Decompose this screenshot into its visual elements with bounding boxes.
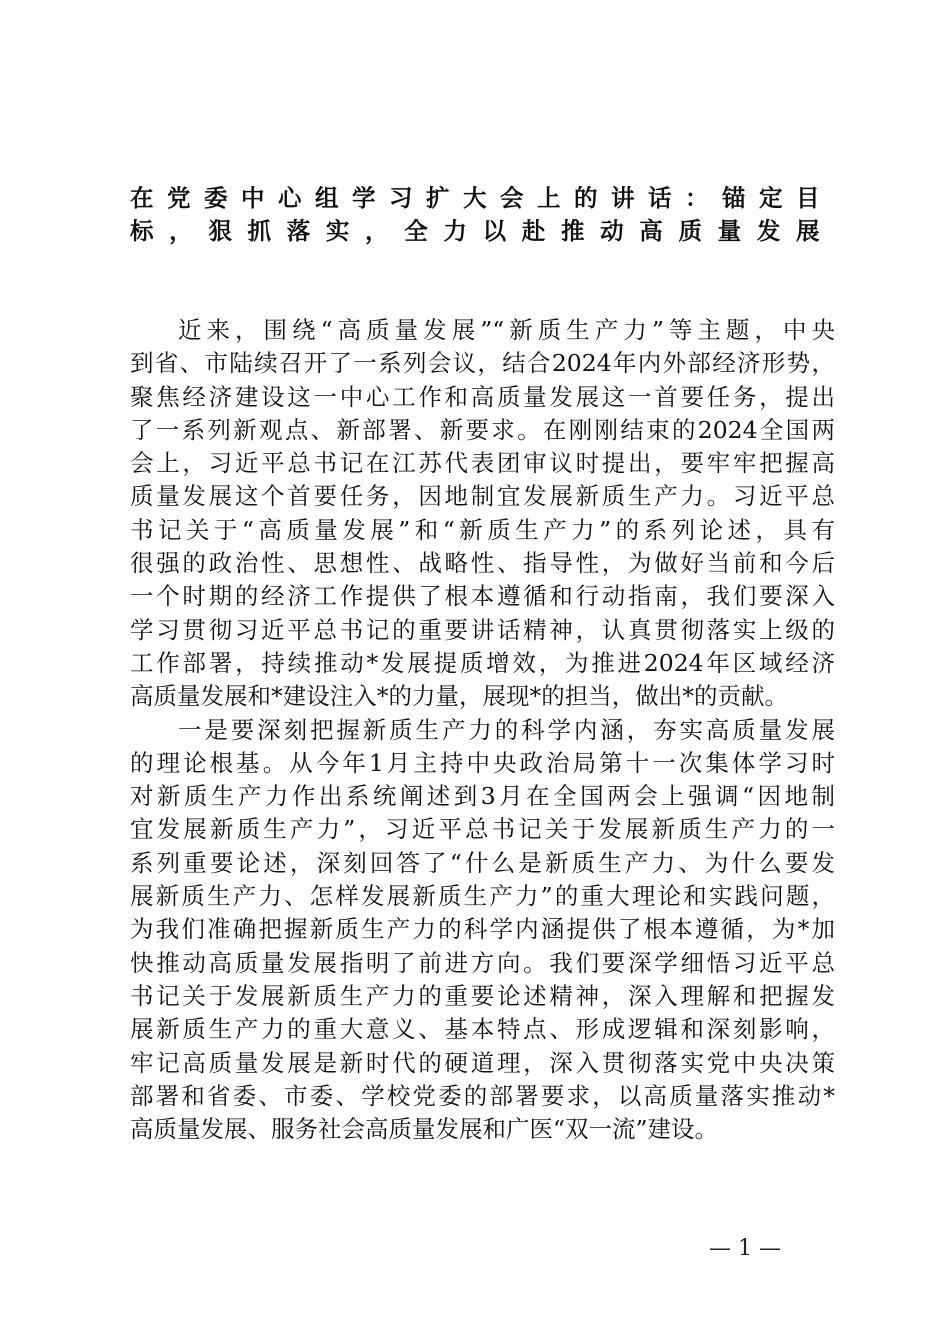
paragraph-line: 质量发展这个首要任务，因地制宜发展新质生产力。习近平总 <box>130 482 835 511</box>
title-line: 标，狠抓落实，全力以赴推动高质量发展 <box>130 217 820 246</box>
paragraph-line: 会上，习近平总书记在江苏代表团审议时提出，要牢牢把握高 <box>130 449 835 478</box>
paragraph-line: 近来，围绕“高质量发展”“新质生产力”等主题，中央 <box>178 316 835 344</box>
paragraph-line: 学习贯彻习近平总书记的重要讲话精神，认真贯彻落实上级的 <box>130 615 835 644</box>
paragraph-line: 工作部署，持续推动*发展提质增效，为推进2024年区域经济 <box>130 648 835 677</box>
paragraph-line: 快推动高质量发展指明了前进方向。我们要深学细悟习近平总 <box>130 948 835 977</box>
paragraph-line: 为我们准确把握新质生产力的科学内涵提供了根本遵循，为*加 <box>130 915 835 944</box>
paragraph-line: 高质量发展、服务社会高质量发展和广医“双一流”建设。 <box>130 1115 719 1144</box>
paragraph <box>130 314 835 714</box>
paragraph-line: 书记关于“高质量发展”和“新质生产力”的系列论述，具有 <box>130 515 835 544</box>
paragraph-line: 牢记高质量发展是新时代的硬道理，深入贯彻落实党中央决策 <box>130 1048 835 1077</box>
paragraph-line: 展新质生产力、怎样发展新质生产力”的重大理论和实践问题， <box>130 882 835 911</box>
paragraph-line: 书记关于发展新质生产力的重要论述精神，深入理解和把握发 <box>130 981 835 1010</box>
paragraph <box>130 714 835 1147</box>
paragraph-line: 一是要深刻把握新质生产力的科学内涵，夯实高质量发展 <box>178 715 835 744</box>
paragraph-line: 一个时期的经济工作提供了根本遵循和行动指南，我们要深入 <box>130 582 835 611</box>
document-title <box>130 182 820 249</box>
paragraph-line: 到省、市陆续召开了一系列会议，结合2024年内外部经济形势， <box>130 349 835 378</box>
paragraph-line: 展新质生产力的重大意义、基本特点、形成逻辑和深刻影响， <box>130 1015 835 1044</box>
document-body <box>130 314 835 1146</box>
paragraph-line: 很强的政治性、思想性、战略性、指导性，为做好当前和今后 <box>130 549 835 578</box>
paragraph-line: 宜发展新质生产力”，习近平总书记关于发展新质生产力的一 <box>130 815 835 844</box>
paragraph-line: 聚焦经济建设这一中心工作和高质量发展这一首要任务，提出 <box>130 382 835 411</box>
paragraph-line: 系列重要论述，深刻回答了“什么是新质生产力、为什么要发 <box>130 848 835 877</box>
paragraph-line: 的理论根基。从今年1月主持中央政治局第十一次集体学习时 <box>130 748 835 777</box>
page-number: — 1 — <box>709 1236 781 1261</box>
paragraph-line: 高质量发展和*建设注入*的力量，展现*的担当，做出*的贡献。 <box>130 682 788 711</box>
title-line: 在党委中心组学习扩大会上的讲话：锚定目 <box>130 184 820 212</box>
paragraph-line: 部署和省委、市委、学校党委的部署要求，以高质量落实推动* <box>130 1081 835 1110</box>
paragraph-line: 了一系列新观点、新部署、新要求。在刚刚结束的2024全国两 <box>130 415 835 444</box>
paragraph-line: 对新质生产力作出系统阐述到3月在全国两会上强调“因地制 <box>130 782 835 811</box>
